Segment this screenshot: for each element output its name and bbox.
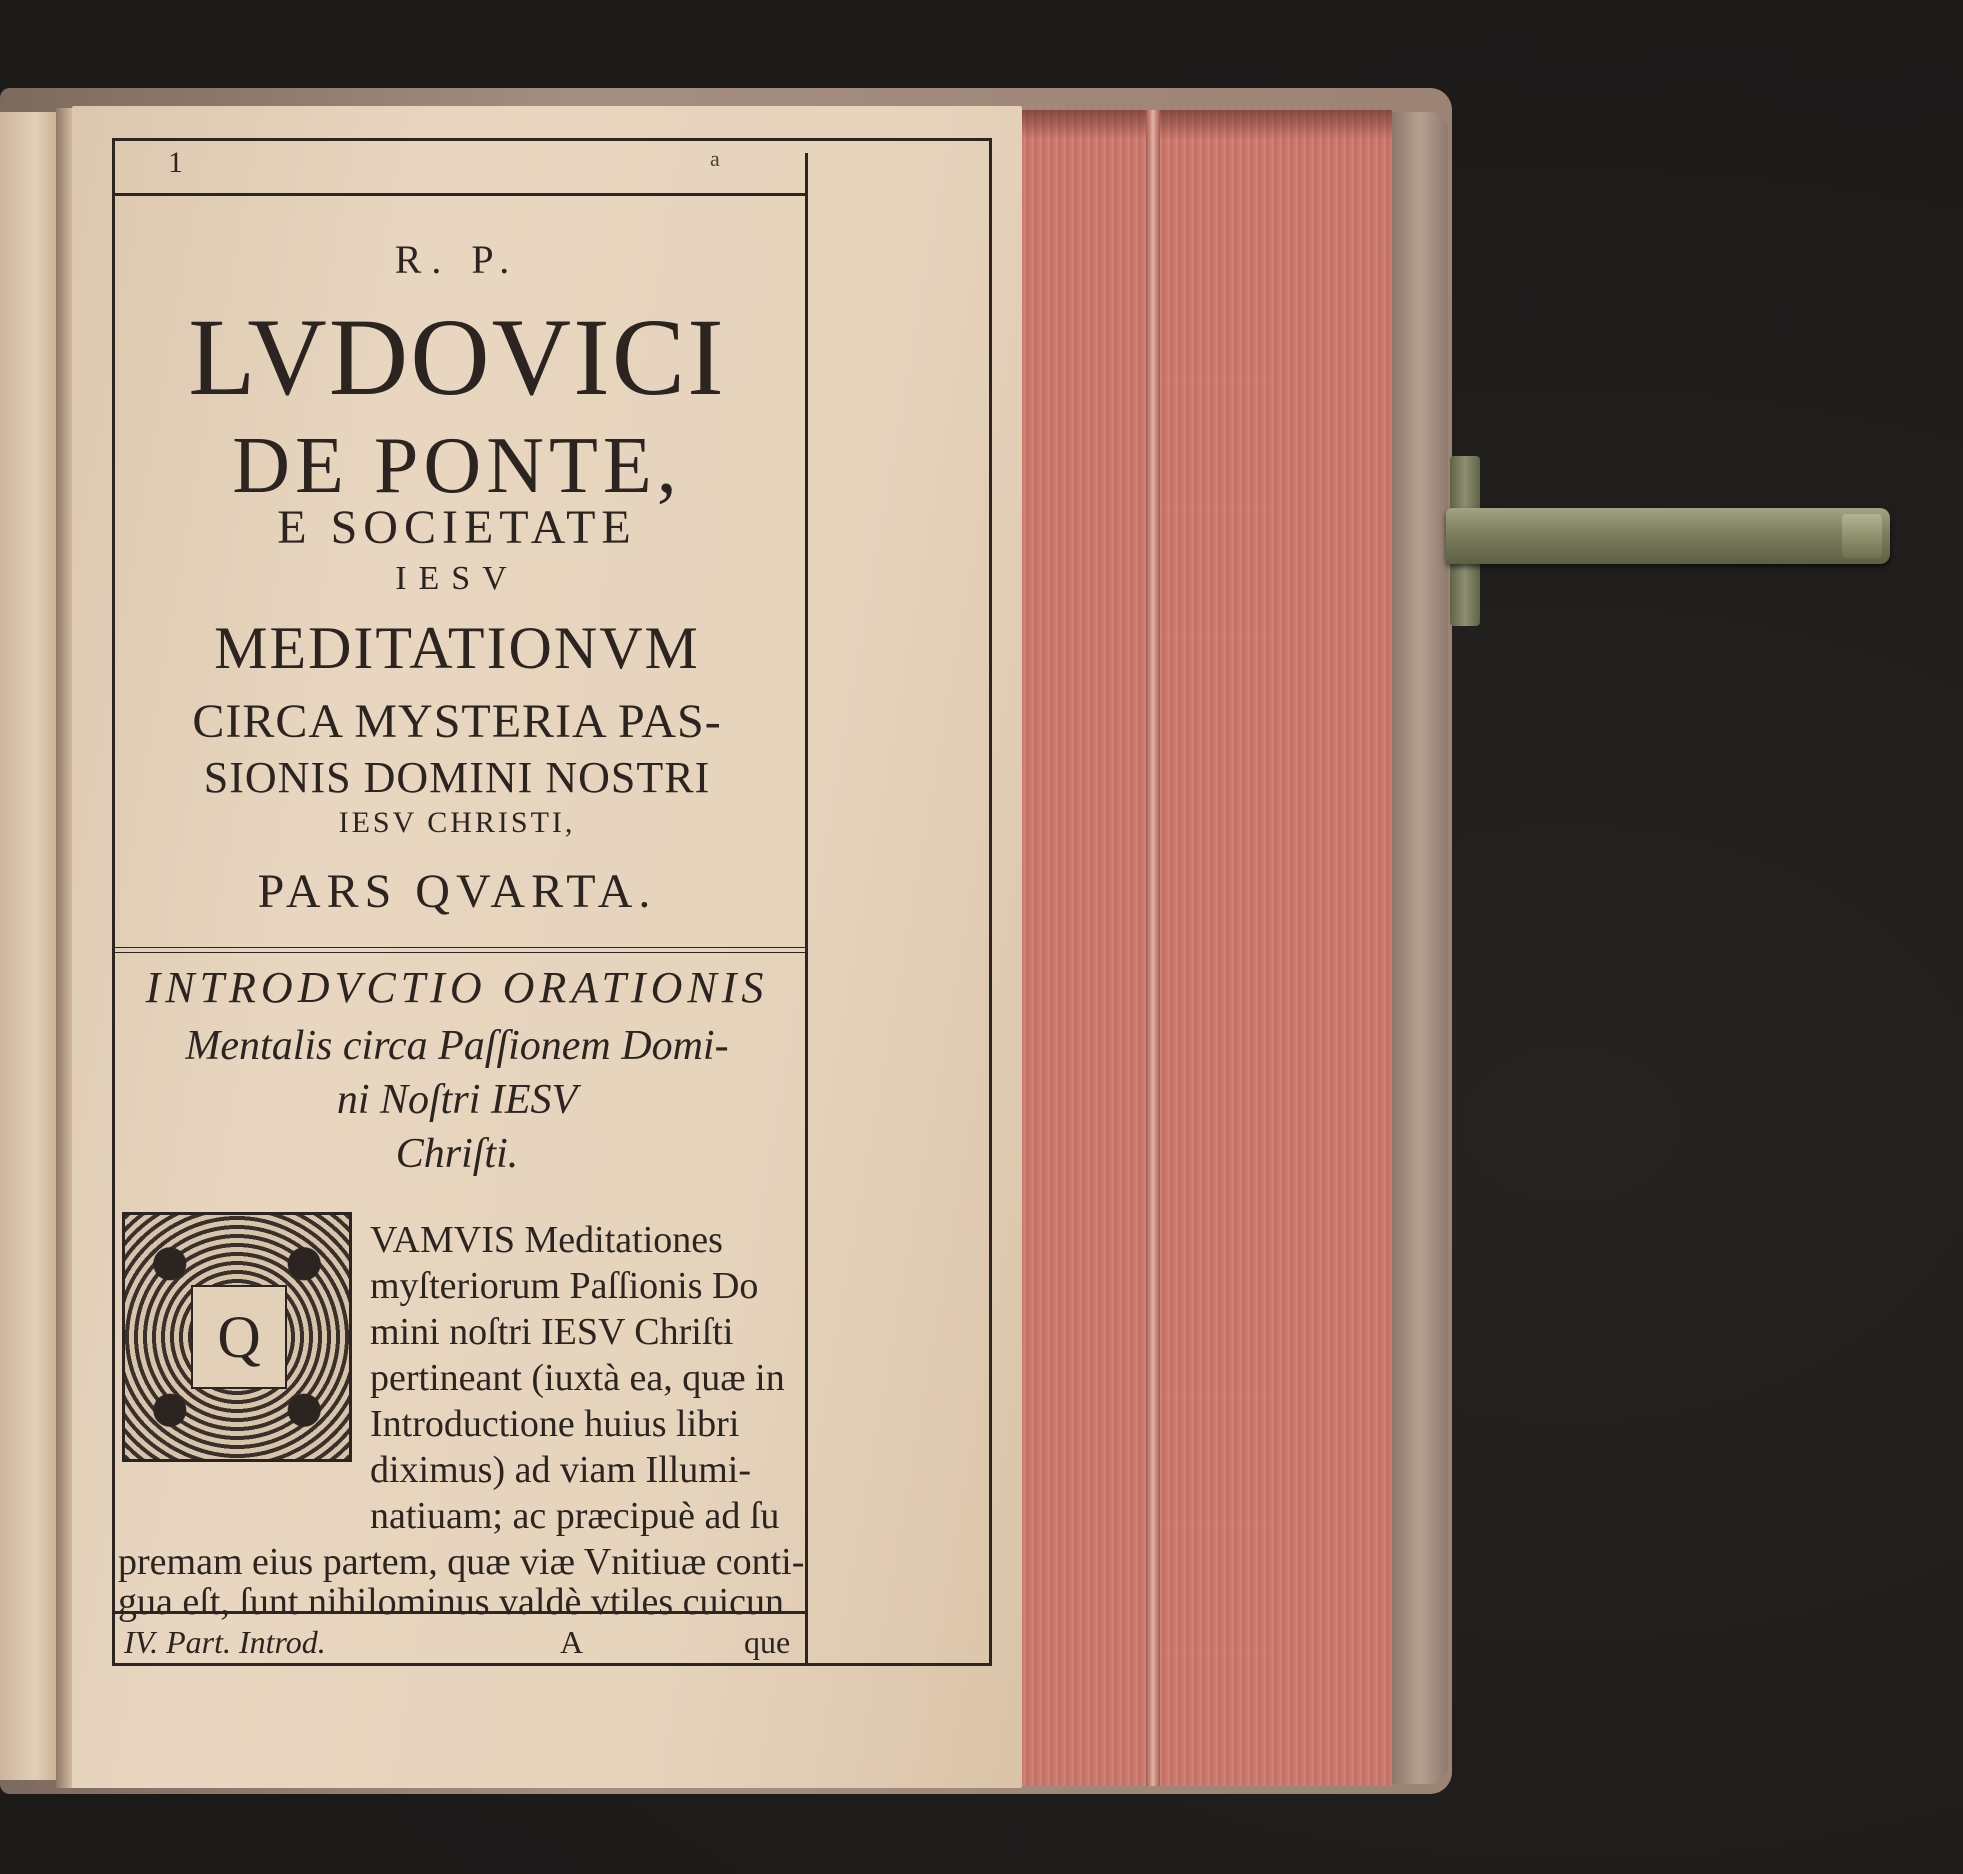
body-line: diximus) ad viam Illumi- (370, 1449, 752, 1491)
body-line: natiuam; ac præcipuè ad ſu (370, 1495, 780, 1537)
facing-page (0, 112, 60, 1780)
signature-mark: A (560, 1624, 584, 1660)
heading-line-3: ni Noſtri IESV (336, 1077, 578, 1123)
corner-mark: a (710, 146, 720, 171)
body-line: Introductione huius libri (370, 1403, 740, 1445)
title-rp: R. P. (394, 237, 520, 282)
initial-letter: Q (191, 1285, 287, 1389)
title-sionis: SIONIS DOMINI NOSTRI (203, 753, 711, 802)
title-pars: PARS QVARTA. (257, 865, 657, 918)
top-rule (115, 193, 805, 196)
body-line: VAMVIS Meditationes (370, 1219, 723, 1261)
body-line: pertineant (iuxtà ea, quæ in (370, 1357, 785, 1399)
side-rule (805, 153, 808, 1663)
page-edges (1022, 110, 1392, 1786)
title-circa: CIRCA MYSTERIA PAS- (192, 695, 722, 748)
heading-line-2: Mentalis circa Paſſionem Domi- (185, 1023, 729, 1069)
title-iesu-christi: IESV CHRISTI, (338, 806, 576, 839)
body-line: gua eſt, ſunt nihilominus valdè vtiles cuicun (118, 1581, 784, 1623)
title-iesu: IESV (395, 560, 519, 597)
title-work: MEDITATIONVM (214, 615, 700, 681)
catchword: que (744, 1624, 791, 1660)
title-society: E SOCIETATE (277, 501, 637, 554)
page-number: 1 (168, 146, 183, 179)
heading-line-4: Chriſti. (395, 1131, 519, 1177)
clasp (1446, 508, 1890, 564)
body-line: premam eius partem, quæ viæ Vnitiuæ conti- (118, 1541, 805, 1583)
signature-left: IV. Part. Introd. (124, 1624, 326, 1660)
page-edges-shadow (1022, 110, 1392, 140)
section-rule (115, 947, 805, 953)
back-cover-board (1392, 112, 1448, 1784)
body-line: mini noſtri IESV Chriſti (370, 1311, 734, 1353)
heading-line-1: INTRODVCTIO ORATIONIS (145, 963, 769, 1012)
body-line: myſteriorum Paſſionis Do (370, 1265, 759, 1307)
decorated-initial (122, 1212, 352, 1462)
title-surname: DE PONTE, (232, 422, 682, 510)
page-edges-divider (1146, 110, 1160, 1786)
title-name: LVDOVICI (188, 296, 726, 418)
